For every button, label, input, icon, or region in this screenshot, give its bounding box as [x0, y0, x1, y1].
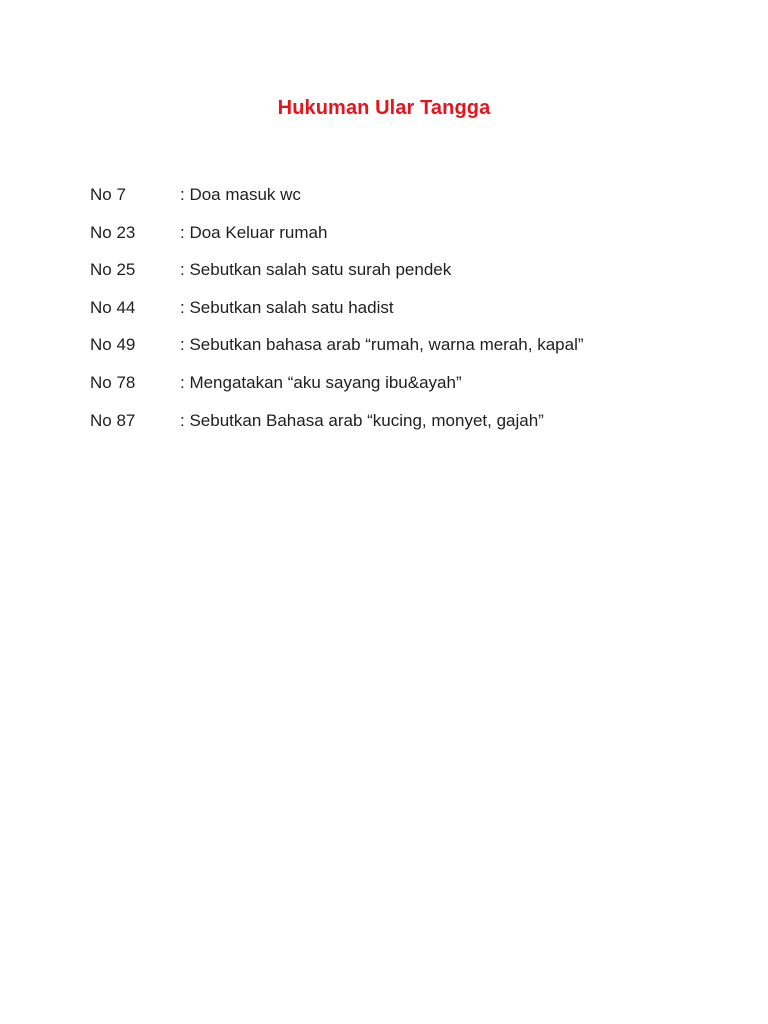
list-item	[90, 221, 730, 259]
rule-text: : Sebutkan salah satu surah pendek	[180, 260, 452, 280]
rule-text: : Sebutkan Bahasa arab “kucing, monyet, gajah”	[180, 410, 544, 430]
rule-text: : Mengatakan “aku sayang ibu&ayah”	[180, 372, 462, 392]
rule-text: : Doa Keluar rumah	[180, 222, 328, 242]
list-item	[90, 371, 730, 409]
rule-text: : Doa masuk wc	[180, 185, 301, 204]
rule-number: No 7	[90, 185, 126, 204]
rule-text: : Sebutkan salah satu hadist	[180, 297, 394, 317]
rule-text: : Sebutkan bahasa arab “rumah, warna merah, kapal”	[180, 335, 584, 355]
page-title: Hukuman Ular Tangga	[277, 97, 491, 119]
rule-number: No 44	[90, 297, 136, 317]
rule-number: No 78	[90, 372, 136, 392]
rules-list	[90, 183, 730, 446]
rule-number: No 25	[90, 260, 136, 280]
rule-number: No 23	[90, 222, 136, 242]
list-item	[90, 183, 730, 221]
list-item	[90, 333, 730, 371]
list-item	[90, 258, 730, 296]
list-item	[90, 296, 730, 334]
rule-number: No 49	[90, 335, 136, 355]
rule-number: No 87	[90, 410, 136, 430]
list-item	[90, 409, 730, 447]
